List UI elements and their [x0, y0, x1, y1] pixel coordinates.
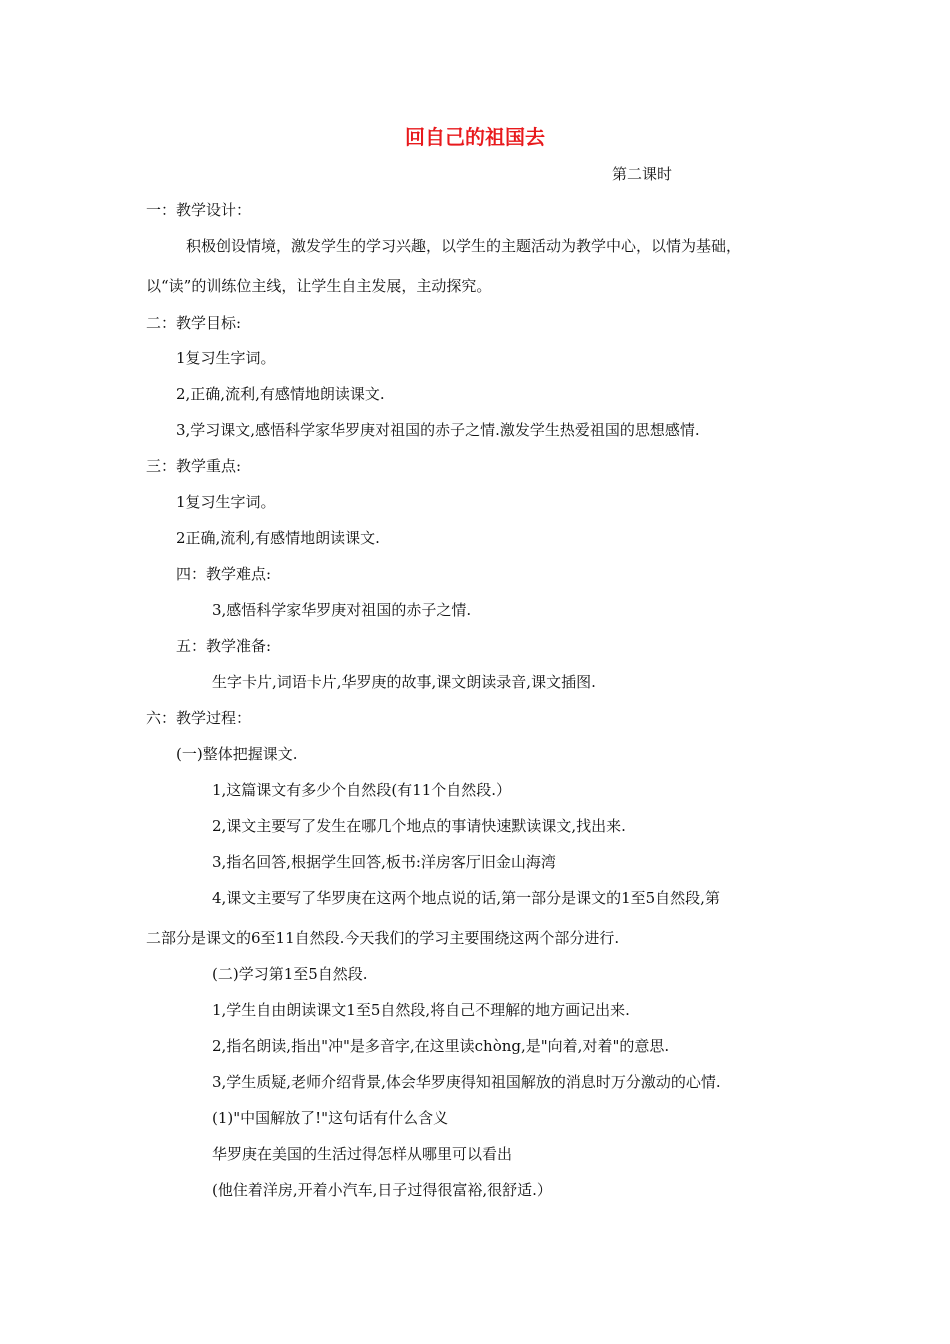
document-title: 回自己的祖国去 [405, 125, 545, 149]
list-item: 1复习生字词。 [176, 493, 276, 511]
list-item: 3,学习课文,感悟科学家华罗庚对祖国的赤子之情.激发学生热爱祖国的思想感情. [176, 421, 700, 439]
section-heading: 五：教学准备: [176, 637, 272, 655]
list-item: 3,指名回答,根据学生回答,板书:洋房客厅旧金山海湾 [212, 853, 556, 871]
list-item: 1,这篇课文有多少个自然段(有11个自然段.） [212, 781, 512, 799]
list-item: 1,学生自由朗读课文1至5自然段,将自己不理解的地方画记出来. [212, 1001, 630, 1019]
section-heading: 四：教学难点: [176, 565, 272, 583]
paragraph-line: (他住着洋房,开着小汽车,日子过得很富裕,很舒适.） [212, 1181, 552, 1199]
list-item: 3,学生质疑,老师介绍背景,体会华罗庚得知祖国解放的消息时万分激动的心情. [212, 1073, 721, 1091]
paragraph-line: 华罗庚在美国的生活过得怎样从哪里可以看出 [212, 1145, 513, 1163]
list-item: (1)"中国解放了!"这句话有什么含义 [212, 1109, 449, 1127]
lesson-period: 第二课时 [612, 165, 673, 183]
list-item: 4,课文主要写了华罗庚在这两个地点说的话,第一部分是课文的1至5自然段,第 [212, 889, 720, 907]
paragraph-line: 二部分是课文的6至11自然段.今天我们的学习主要围绕这两个部分进行. [146, 929, 620, 947]
list-item: 1复习生字词。 [176, 349, 276, 367]
list-item: 2,指名朗读,指出"冲"是多音字,在这里读chòng,是"向着,对着"的意思. [212, 1037, 670, 1055]
list-item: 2,课文主要写了发生在哪几个地点的事请快速默读课文,找出来. [212, 817, 626, 835]
section-heading: 六：教学过程： [146, 709, 252, 727]
list-item: 2正确,流利,有感情地朗读课文. [176, 529, 380, 547]
list-item: 3,感悟科学家华罗庚对祖国的赤子之情. [212, 601, 472, 619]
list-item: 生字卡片,词语卡片,华罗庚的故事,课文朗读录音,课文插图. [212, 673, 596, 691]
paragraph-line: 以“读”的训练位主线，让学生自主发展，主动探究。 [146, 277, 492, 295]
subsection-heading: (一)整体把握课文. [176, 745, 298, 763]
section-heading: 二：教学目标: [146, 314, 242, 332]
paragraph-line: 积极创设情境，激发学生的学习兴趣，以学生的主题活动为教学中心，以情为基础， [186, 237, 742, 255]
list-item: 2,正确,流利,有感情地朗读课文. [176, 385, 385, 403]
subsection-heading: (二)学习第1至5自然段. [212, 965, 368, 983]
section-heading: 一：教学设计： [146, 201, 252, 219]
section-heading: 三：教学重点: [146, 457, 242, 475]
